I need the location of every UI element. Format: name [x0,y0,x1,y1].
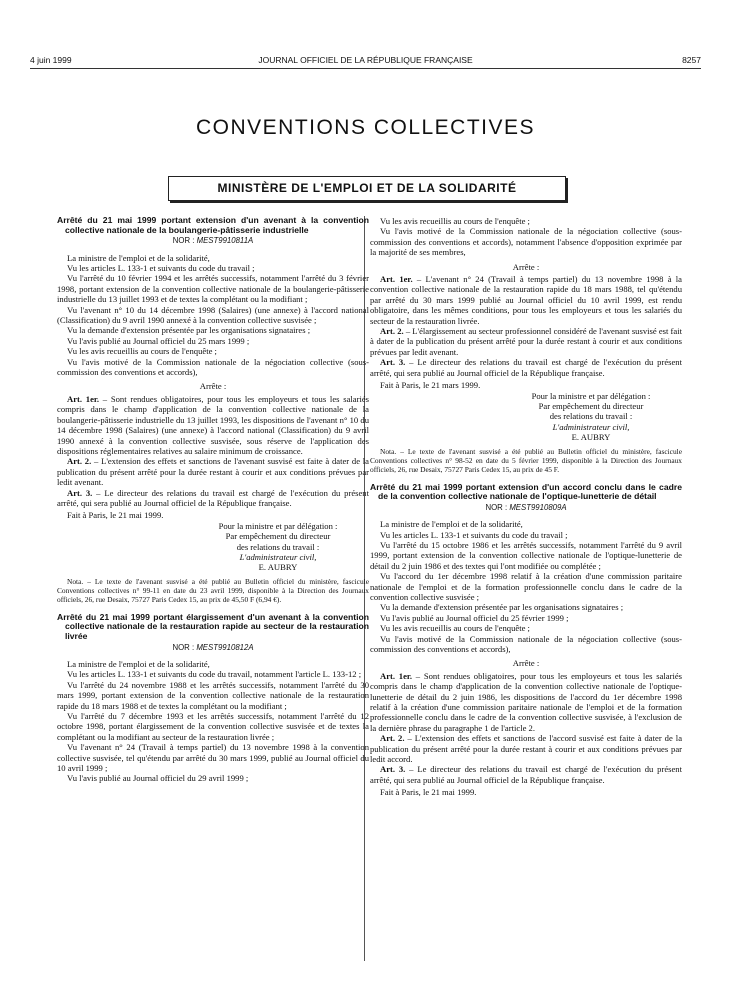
visa-line: Vu les articles L. 133-1 et suivants du code du travail ; [67,263,255,273]
arrete-heading: Arrête : [512,658,540,669]
article-clause: Art. 1er. – Sont rendues obligatoires, pour tous les employeurs et tous les salariés compris dans le champ d'application de la convention collective nationale de l'optique-lunetterie de détail du 2 juin 1986, les dispositions de l'accord du 1er décembre 1998 relatif à la création d'une commission paritaire nationale de l'emploi et de la formation professionnelle conclu dans le cadre de la convention collective susvisée, à l'exclusion de la dernière phrase du paragraphe 1 de l'article 2. [370,670,682,733]
nor-reference: NOR : MEST9910812A [172,642,254,652]
visa-line: La ministre de l'emploi et de la solidarité, [67,252,210,263]
visa-line: La ministre de l'emploi et de la solidarité, [67,658,210,669]
section-title: CONVENTIONS COLLECTIVES [195,116,536,139]
article-clause: Art. 1er. – Sont rendues obligatoires, pour tous les employeurs et tous les salariés compris dans le champ d'application de la convention collective nationale de la boulangerie-pâtisserie industrielle du 13 juillet 1993, les dispositions de l'avenant n° 10 du 14 décembre 1998 (Salaires) (une annexe) à l'accord national (Classification) du 9 avril 1990 annexé à la convention collective susvisée, sous réserve de l'application des dispositions réglementaires relatives au salaire minimum de croissance. [57,393,369,456]
article-clause: Art. 2. – L'extension des effets et sanctions de l'accord susvisé est faite à dater de la publication du présent arrêté pour la durée restant à courir et aux conditions prévues par ledit accord. [370,733,683,765]
signature-line: Par empêchement du directeur [538,400,644,411]
signature-name: E. AUBRY [258,562,298,573]
visa-line: Vu les avis recueillis au cours de l'enquête ; [380,623,530,634]
article-clause: Art. 3. – Le directeur des relations du travail est chargé de l'exécution du présent arrêté, qui sera publié au Journal officiel de la République française. [370,357,682,378]
nor-reference: NOR : MEST9910809A [485,502,567,512]
signing-place-date: Fait à Paris, le 21 mai 1999. [67,510,164,521]
arrete-heading: Arrête : [512,261,540,272]
visa-line: Vu l'arrêté du 10 février 1994 et les arrêtés successifs, notamment l'arrêté du 3 février 1998, portant extension de la convention collective nationale de la boulangerie-pâtisserie industrielle du 13 juillet 1993 et de textes la complétant ou la modifiant ; [57,273,369,305]
visa-line: Vu l'avenant n° 10 du 14 décembre 1998 (Salaires) (une annexe) à l'accord national (Classification) du 9 avril 1990 annexé à la convention collective susvisée ; [57,304,369,326]
nor-code: MEST9910811A [196,236,254,246]
visa-line: Vu l'avis publié au Journal officiel du 25 février 1999 ; [380,612,569,623]
page-header [30,55,701,69]
signature-line: Par empêchement du directeur [225,531,331,542]
left-column [57,216,369,784]
visa-line: Vu l'avis publié au Journal officiel du 29 avril 1999 ; [67,773,249,784]
visa-line: Vu la demande d'extension présentée par les organisations signataires ; [380,602,624,613]
signature-line: Pour la ministre et par délégation : [218,520,338,531]
article-boulangerie [57,216,369,604]
visa-line: Vu les avis recueillis au cours de l'enquête ; [380,216,530,226]
visa-line: Vu l'avenant n° 24 (Travail à temps partiel) du 13 novembre 1998 à la convention collective susvisée, tel qu'étendu par arrêté du 30 mars 1999, publié au Journal officiel du 10 avril 1999 ; [57,742,369,774]
article-title: Arrêté du 21 mai 1999 portant extension d'un avenant à la convention collective nationale de la boulangerie-pâtisserie industrielle [57,215,369,235]
article-clause: Art. 1er. – L'avenant n° 24 (Travail à temps partiel) du 13 novembre 1998 à la convention collective nationale de la restauration rapide du 18 mars 1988, tel qu'étendu par arrêté du 30 mars 1999 publié au Journal officiel du 10 avril 1999, est rendu obligatoire, dans les mêmes conditions, pour tous les employeurs et tous les salariés du secteur de la restauration livrée. [370,274,682,326]
signing-place-date: Fait à Paris, le 21 mars 1999. [380,380,481,391]
article-clause: Art. 2. – L'élargissement au secteur professionnel considéré de l'avenant susvisé est fait à dater de la publication du présent arrêté pour la durée restant à courir et aux conditions prévues par ledit avenant. [370,326,683,357]
arrete-heading: Arrête : [199,381,227,392]
article-clause: Art. 3. – Le directeur des relations du travail est chargé de l'exécution du présent arrêté, qui sera publié au Journal officiel de la République française. [370,764,682,785]
visa-line: Vu l'avis motivé de la Commission nationale de la négociation collective (sous-commission des conventions et accords), [370,633,682,654]
visa-line: Vu les avis recueillis au cours de l'enquête ; [67,346,217,357]
visa-line: Vu l'avis publié au Journal officiel du 25 mars 1999 ; [67,335,250,346]
visa-line: Vu l'avis motivé de la Commission nationale de la négociation collective (sous-commission des conventions et accords), [57,356,369,378]
nor-code: MEST9910809A [509,502,567,512]
article-title: Arrêté du 21 mai 1999 portant élargissement d'un avenant à la convention collective nationale de la restauration rapide au secteur de la restauration livrée [57,611,369,641]
right-column [370,216,682,798]
visa-line: Vu les articles L. 133-1 et suivants du code du travail, notamment l'article L. 133-12 ; [67,669,362,680]
header-date: 4 juin 1999 [30,55,72,65]
visa-line: Vu les articles L. 133-1 et suivants du code du travail ; [380,529,568,540]
article-clause: Art. 2. – L'extension des effets et sanctions de l'avenant susvisé est faite à dater de la publication du présent arrêté pour la durée restant à courir et aux conditions prévues par ledit avenant. [57,456,370,488]
visa-line: Vu la demande d'extension présentée par les organisations signataires ; [67,325,311,336]
visa-line: Vu l'avis motivé de la Commission nationale de la négociation collective (sous-commission des conventions et accords), notamment l'absence d'opposition exprimée par la majorité de ses membres, [370,226,682,258]
signature-name: E. AUBRY [571,432,611,443]
visa-line: Vu l'arrêté du 7 décembre 1993 et les arrêtés successifs, notamment l'arrêté du 12 octobre 1998, portant élargissement de la convention collective susvisée et de textes la complétant ou la modifiant au secteur de la restauration livrée ; [57,711,369,742]
header-page-number: 8257 [682,55,701,65]
ministry-banner: MINISTÈRE DE L'EMPLOI ET DE LA SOLIDARITÉ [168,176,566,201]
signature-line: des relations du travail : [549,411,633,422]
signing-place-date: Fait à Paris, le 21 mai 1999. [380,787,477,798]
nor-reference: NOR : MEST9910811A [172,236,254,246]
signature-line: des relations du travail : [236,541,320,552]
visa-line: Vu l'arrêté du 24 novembre 1988 et les arrêtés successifs, notamment l'arrêté du 30 mars 1999, portant extension de la convention collective nationale de la restauration rapide du 18 mars 1988 et de textes la complétant ou la modifiant ; [57,679,369,711]
nota-note: Nota. – Le texte de l'avenant susvisé a été publié au Bulletin officiel du ministère, fascicule Conventions collectives n° 99-11 en date du 23 avril 1999, disponible à la Direction des Journaux officiels, 26, rue Desaix, 75727 Paris Cedex 15, au prix de 45,50 F (6,94 €). [57,576,369,604]
article-clause: Art. 3. – Le directeur des relations du travail est chargé de l'exécution du présent arrêté, qui sera publié au Journal officiel de la République française. [57,487,369,508]
article-restauration-livree-continued [370,216,682,474]
signature-line: Pour la ministre et par délégation : [531,390,651,401]
visa-line: La ministre de l'emploi et de la solidarité, [380,519,523,530]
nor-code: MEST9910812A [196,642,254,652]
article-title: Arrêté du 21 mai 1999 portant extension d'un accord conclu dans le cadre de la convention collective nationale de l'optique-lunetterie de détail [370,481,682,502]
header-journal-title: JOURNAL OFFICIEL DE LA RÉPUBLIQUE FRANÇAISE [258,55,473,65]
visa-line: Vu l'accord du 1er décembre 1998 relatif à la création d'une commission paritaire nationale de l'emploi et de la formation professionnelle conclu dans le cadre de la convention collective susvisée ; [370,571,682,602]
article-restauration-livree [57,613,369,784]
signature-role: L'administrateur civil, [552,421,630,432]
article-optique-lunetterie [370,483,682,798]
signature-role: L'administrateur civil, [239,551,317,562]
visa-line: Vu l'arrêté du 15 octobre 1986 et les arrêtés successifs, notamment l'arrêté du 9 avril 1999, portant extension de la convention collective nationale de l'optique-lunetterie de détail du 2 juin 1986 et des textes qui l'ont modifiée ou complétée ; [370,539,682,571]
nota-note: Nota. – Le texte de l'avenant susvisé a été publié au Bulletin officiel du ministère, fascicule Conventions collectives n° 98-52 en date du 5 février 1999, disponible à la Direction des Journaux officiels, 26, rue Desaix, 75727 Paris Cedex 15, au prix de 45 F. [370,446,682,474]
